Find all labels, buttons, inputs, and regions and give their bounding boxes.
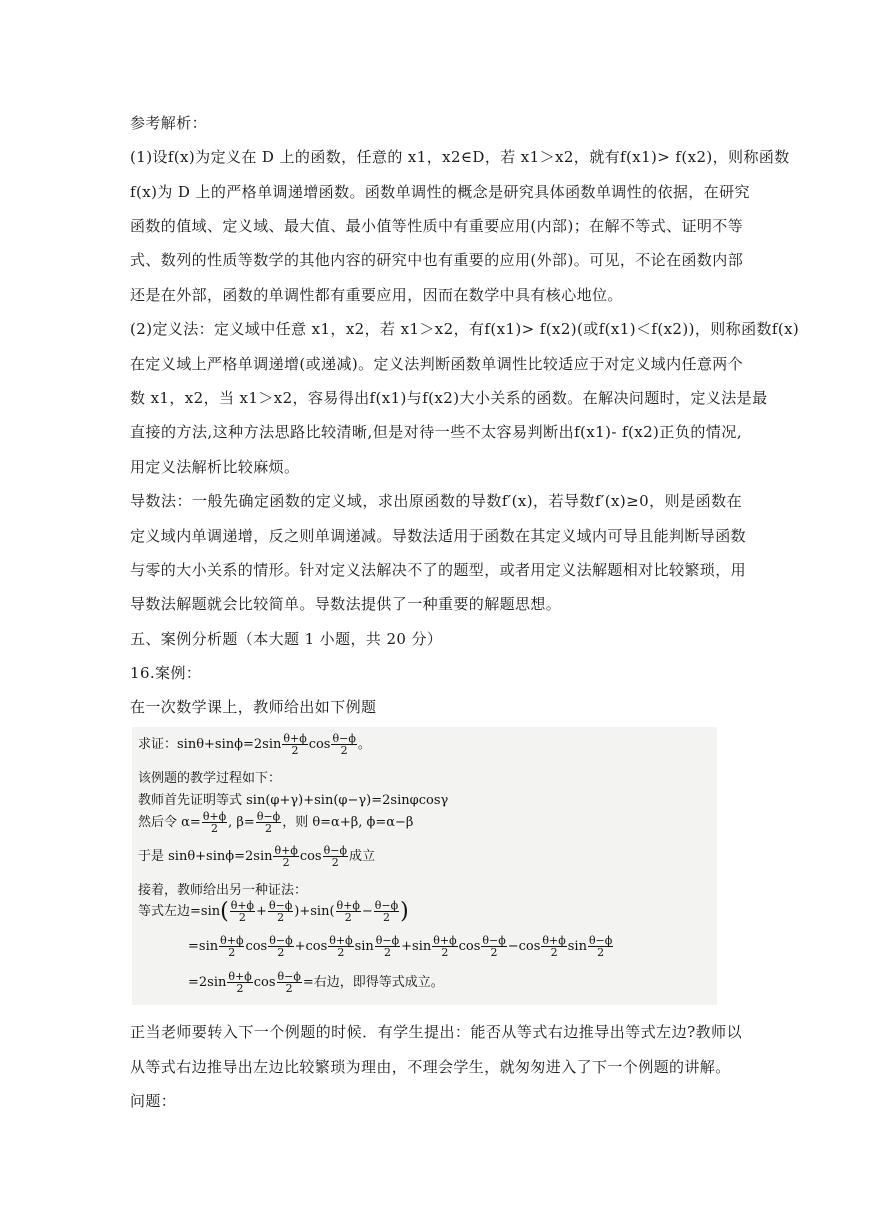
- proof-left-side: 等式左边=sin( $\frac{\theta+\phi}{2}$ + $\frac{\theta-\phi}{2}$ )+sin( $\frac{\theta+\phi}{2}$ − $\frac{\theta-\phi}{2}$ ): [138, 899, 409, 924]
- fraction: $\frac{\theta-\phi}{2}$: [374, 899, 399, 924]
- fraction: $\frac{\theta+\phi}{2}$: [220, 934, 244, 959]
- fraction: $\frac{\theta+\phi}{2}$: [336, 899, 360, 924]
- fraction: $\frac{\theta+\phi}{2}$: [433, 934, 457, 959]
- proof-expansion: =sin $\frac{\theta+\phi}{2}$ cos $\frac{\theta-\phi}{2}$ +cos $\frac{\theta+\phi}{2}$ sin $\frac{\theta-\phi}{2}$ +sin $\frac{\theta+\phi}{2}$ cos $\frac{\theta-\phi}{2}$ −cos $\frac{\theta+\phi}{2}$ sin $\frac{\theta-\phi}{2}$: [188, 934, 613, 959]
- paragraph-line: 从等式右边推导出左边比较繁琐为理由，不理会学生，就匆匆进入了下一个例题的讲解。: [130, 1058, 731, 1076]
- paragraph-line: f(x)为 D 上的严格单调递增函数。函数单调性的概念是研究具体函数单调性的依据，在研究: [130, 183, 750, 201]
- paragraph-line: 在一次数学课上，教师给出如下例题: [130, 698, 377, 716]
- paragraph-line: (2)定义法：定义域中任意 x1，x2，若 x1＞x2，有f(x1)> f(x2)(或f(x1)＜f(x2))，则称函数f(x): [130, 320, 800, 338]
- section-heading-case-analysis: 五、案例分析题（本大题 1 小题，共 20 分）: [130, 630, 443, 648]
- proof-text: 教师首先证明等式 sin(φ+γ)+sin(φ−γ)=2sinφcosγ: [138, 793, 449, 808]
- fraction: $\frac{\theta-\phi}{2}$: [256, 810, 281, 835]
- fraction: $\frac{\theta+\phi}{2}$: [274, 844, 298, 869]
- fraction: $\frac{\theta+\phi}{2}$: [230, 899, 255, 924]
- paragraph-line: 还是在外部，函数的单调性都有重要应用，因而在数学中具有核心地位。: [130, 286, 623, 304]
- fraction: $\frac{\theta-\phi}{2}$: [482, 934, 506, 959]
- paragraph-line: 导数法解题就会比较简单。导数法提供了一种重要的解题思想。: [130, 595, 562, 613]
- paragraph-line: 在定义域上严格单调递增(或递减)。定义法判断函数单调性比较适应于对定义域内任意两个: [130, 355, 744, 373]
- paragraph-line: (1)设f(x)为定义在 D 上的函数，任意的 x1，x2∈D，若 x1＞x2，就有f(x1)> f(x2)，则称函数: [130, 148, 790, 166]
- paragraph-line: 导数法：一般先确定函数的定义域，求出原函数的导数f′(x)，若导数f′(x)≥0，则是函数在: [130, 492, 742, 510]
- fraction: $\frac{\theta-\phi}{2}$: [323, 844, 347, 869]
- fraction: $\frac{\theta+\phi}{2}$: [329, 934, 353, 959]
- fraction: $\frac{\theta+\phi}{2}$: [228, 970, 252, 995]
- paragraph-line: 数 x1，x2，当 x1＞x2，容易得出f(x1)与f(x2)大小关系的函数。在解决问题时，定义法是最: [130, 389, 768, 407]
- fraction: $\frac{\theta-\phi}{2}$: [375, 934, 400, 959]
- paragraph-line: 函数的值域、定义域、最大值、最小值等性质中有重要应用(内部)；在解不等式、证明不等: [130, 217, 744, 235]
- proof-statement: 求证：sinθ+sinϕ=2sin $\frac{\theta+\phi}{2}$ cos $\frac{\theta-\phi}{2}$ 。: [138, 732, 371, 757]
- proof-substitution: 然后令 α= $\frac{\theta+\phi}{2}$ , β= $\frac{\theta-\phi}{2}$ ，则 θ=α+β, ϕ=α−β: [138, 810, 414, 835]
- paragraph-line: 用定义法解析比较麻烦。: [130, 458, 300, 476]
- paragraph-line: 式、数列的性质等数学的其他内容的研究中也有重要的应用(外部)。可见，不论在函数内部: [130, 251, 744, 269]
- paragraph-line: 与零的大小关系的情形。针对定义法解决不了的题型，或者用定义法解题相对比较繁琐，用: [130, 561, 747, 579]
- section-heading-reference-analysis: 参考解析：: [130, 114, 208, 132]
- fraction: $\frac{\theta-\phi}{2}$: [269, 934, 293, 959]
- proof-text: 该例题的教学过程如下：: [138, 771, 282, 786]
- paragraph-line: 直接的方法,这种方法思路比较清晰,但是对待一些不太容易判断出f(x1)- f(x2)正负的情况,: [130, 423, 742, 441]
- example-proof-image: [132, 727, 717, 1005]
- question-number: 16.案例：: [130, 664, 202, 682]
- paragraph-line: 定义域内单调递增，反之则单调递减。导数法适用于函数在其定义域内可导且能判断导函数: [130, 527, 747, 545]
- fraction: $\frac{\theta-\phi}{2}$: [588, 934, 613, 959]
- fraction: $\frac{\theta+\phi}{2}$: [202, 810, 227, 835]
- paragraph-line: 正当老师要转入下一个例题的时候．有学生提出：能否从等式右边推导出等式左边?教师以: [130, 1023, 742, 1041]
- fraction: $\frac{\theta+\phi}{2}$: [542, 934, 566, 959]
- proof-result: =2sin $\frac{\theta+\phi}{2}$ cos $\frac{\theta-\phi}{2}$ =右边，即得等式成立。: [188, 970, 444, 995]
- fraction: $\frac{\theta+\phi}{2}$: [283, 732, 307, 757]
- fraction: $\frac{\theta-\phi}{2}$: [277, 970, 301, 995]
- proof-conclusion: 于是 sinθ+sinϕ=2sin $\frac{\theta+\phi}{2}$ cos $\frac{\theta-\phi}{2}$ 成立: [138, 844, 375, 869]
- question-label: 问题：: [130, 1092, 177, 1110]
- proof-text: 接着，教师给出另一种证法：: [138, 883, 308, 898]
- fraction: $\frac{\theta-\phi}{2}$: [332, 732, 356, 757]
- fraction: $\frac{\theta-\phi}{2}$: [268, 899, 293, 924]
